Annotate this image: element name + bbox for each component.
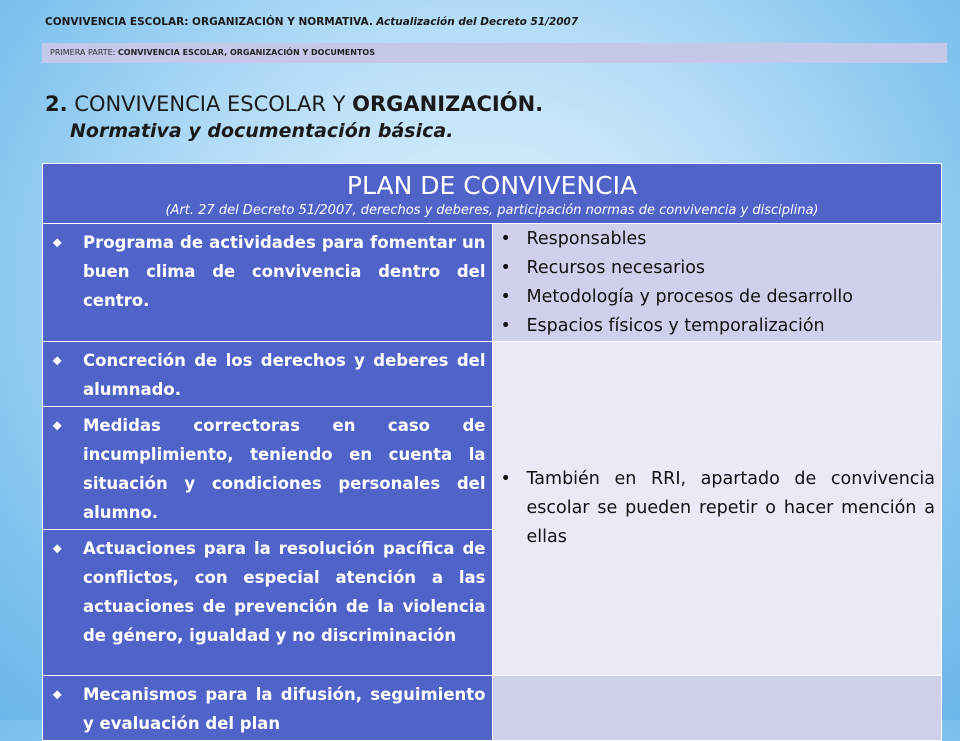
row-text: Actuaciones para la resolución pacífica de conflictos, con especial atención a las actuaciones de prevención de la violencia de género, igualdad y no discriminación: [83, 539, 486, 645]
page-subtitle: Normativa y documentación básica.: [70, 120, 454, 142]
table-subtitle: (Art. 27 del Decreto 51/2007, derechos y deberes, participación normas de convivencia y disciplina): [165, 203, 819, 218]
resources-list: [493, 224, 942, 341]
row-text: Mecanismos para la difusión, seguimiento y evaluación del plan: [83, 685, 486, 733]
plan-table: [42, 163, 942, 741]
row-text: Programa de actividades para fomentar un buen clima de convivencia dentro del centro.: [83, 233, 486, 310]
table-row: [43, 224, 493, 342]
document-header: [45, 16, 578, 28]
row-text: Concreción de los derechos y deberes del alumnado.: [83, 351, 486, 399]
table-row: [43, 530, 493, 676]
bullet-icon: •: [500, 316, 511, 336]
diamond-bullet-icon: ⬥: [53, 687, 62, 701]
table-row: [43, 407, 493, 530]
page-title-number: 2.: [45, 92, 68, 116]
bullet-icon: •: [500, 287, 511, 307]
note-text: También en RRI, apartado de convivencia escolar se pueden repetir o hacer mención a ellas: [526, 469, 935, 547]
table-row: [43, 342, 493, 407]
section-bar-title: CONVIVENCIA ESCOLAR, ORGANIZACIÓN Y DOCUMENTOS: [117, 48, 375, 57]
page-title-bold: ORGANIZACIÓN.: [352, 92, 544, 116]
diamond-bullet-icon: ⬥: [53, 353, 62, 367]
table-title: PLAN DE CONVIVENCIA: [346, 171, 638, 200]
table-row: [43, 676, 493, 741]
header-main-title: CONVIVENCIA ESCOLAR: ORGANIZACIÓN Y NORMATIVA.: [45, 16, 373, 28]
section-bar: [42, 43, 947, 63]
resources-cell: [492, 224, 942, 342]
diamond-bullet-icon: ⬥: [53, 541, 62, 555]
bullet-icon: •: [500, 469, 511, 489]
list-item: • Recursos necesarios: [501, 254, 934, 283]
page-title-normal: CONVIVENCIA ESCOLAR Y: [74, 92, 346, 116]
diamond-bullet-icon: ⬥: [53, 418, 62, 432]
section-bar-prefix: PRIMERA PARTE:: [50, 48, 116, 57]
diamond-bullet-icon: ⬥: [53, 235, 62, 249]
table-header: [43, 164, 942, 224]
row-text: Medidas correctoras en caso de incumplimiento, teniendo en cuenta la situación y condiciones personales del alumno.: [83, 416, 486, 522]
list-item: • Metodología y procesos de desarrollo: [501, 283, 934, 312]
bullet-icon: •: [500, 258, 511, 278]
header-italic-subtitle: Actualización del Decreto 51/2007: [376, 16, 579, 28]
list-item: • Espacios físicos y temporalización: [501, 312, 934, 341]
bullet-icon: •: [500, 229, 511, 249]
page-title: [45, 92, 543, 116]
note-cell: [492, 342, 942, 676]
empty-cell: [492, 676, 942, 741]
list-item: • Responsables: [501, 225, 934, 254]
